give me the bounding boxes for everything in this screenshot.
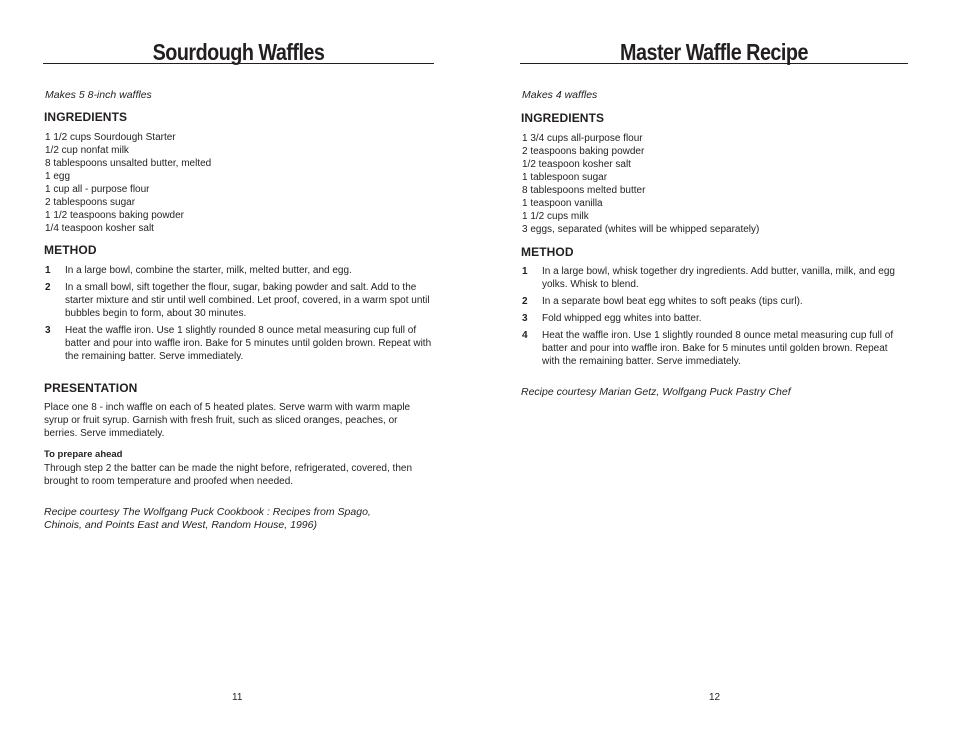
page-number: 11: [232, 692, 243, 703]
method-steps: [521, 265, 899, 372]
ingredient-item: 1 1/2 teaspoons baking powder: [45, 210, 184, 221]
recipe-credit-line: Chinois, and Points East and West, Random House, 1996): [44, 519, 317, 531]
prepare-ahead-heading: To prepare ahead: [44, 449, 123, 460]
step-number: 3: [522, 313, 528, 324]
ingredient-item: 1 1/2 cups milk: [522, 211, 589, 222]
prepare-ahead-text: Through step 2 the batter can be made the night before, refrigerated, covered, then brought to room temperature and proofed when needed.: [44, 463, 413, 487]
left-page: [44, 0, 434, 738]
presentation-heading: PRESENTATION: [44, 381, 138, 395]
step-text: Fold whipped egg whites into batter.: [542, 313, 702, 324]
ingredients-list: [522, 132, 759, 236]
method-step: [521, 329, 899, 368]
ingredients-list: [45, 131, 211, 235]
title-rule: [43, 63, 434, 64]
method-heading: METHOD: [521, 245, 574, 259]
page-title: Sourdough Waffles: [152, 39, 325, 65]
recipe-credit-line: Recipe courtesy The Wolfgang Puck Cookbook : Recipes from Spago,: [44, 506, 371, 518]
ingredient-item: 1 tablespoon sugar: [522, 172, 608, 183]
step-text: In a separate bowl beat egg whites to soft peaks (tips curl).: [542, 296, 803, 307]
method-step: [44, 264, 432, 277]
ingredient-item: 8 tablespoons unsalted butter, melted: [45, 158, 212, 169]
step-text: Heat the waffle iron. Use 1 slightly rounded 8 ounce metal measuring cup full of batter and pour into waffle iron. Bake for 5 minutes until golden brown. Repeat with the remaining batter. Serve immediately.: [542, 330, 894, 367]
yield-note: Makes 4 waffles: [522, 89, 598, 101]
method-step: [521, 265, 899, 291]
method-steps: [44, 264, 432, 367]
step-text: In a small bowl, sift together the flour, sugar, baking powder and salt. Add to the starter mixture and stir until well combined. Let proof, covered, in a warm spot until bubbles begin to form, about 30 minutes.: [65, 282, 430, 319]
step-text: In a large bowl, combine the starter, milk, melted butter, and egg.: [65, 265, 352, 276]
ingredient-item: 2 teaspoons baking powder: [522, 146, 645, 157]
ingredients-heading: INGREDIENTS: [521, 111, 605, 125]
ingredient-item: 1 egg: [45, 171, 71, 182]
yield-note: Makes 5 8-inch waffles: [45, 89, 152, 101]
ingredient-item: 1 1/2 cups Sourdough Starter: [45, 132, 176, 143]
recipe-credit: Recipe courtesy Marian Getz, Wolfgang Puck Pastry Chef: [521, 386, 791, 398]
ingredient-item: 2 tablespoons sugar: [45, 197, 136, 208]
method-step: [44, 324, 432, 363]
ingredient-item: 1/2 cup nonfat milk: [45, 145, 129, 156]
ingredient-item: 1/2 teaspoon kosher salt: [522, 159, 631, 170]
ingredients-heading: INGREDIENTS: [44, 110, 128, 124]
page-number: 12: [709, 692, 721, 703]
method-step: [44, 281, 432, 320]
ingredient-item: 1 3/4 cups all-purpose flour: [522, 133, 643, 144]
step-number: 4: [522, 330, 528, 341]
method-step: [521, 295, 899, 308]
ingredient-item: 1 cup all - purpose flour: [45, 184, 150, 195]
ingredient-item: 1 teaspoon vanilla: [522, 198, 603, 209]
page-title: Master Waffle Recipe: [620, 39, 808, 65]
method-step: [521, 312, 899, 325]
right-page: [521, 0, 908, 738]
ingredient-item: 1/4 teaspoon kosher salt: [45, 223, 154, 234]
ingredient-item: 8 tablespoons melted butter: [522, 185, 646, 196]
step-text: Heat the waffle iron. Use 1 slightly rounded 8 ounce metal measuring cup full of batter and pour into waffle iron. Bake for 5 minutes until golden brown. Repeat with the remaining batter. Serve immediately.: [65, 325, 432, 362]
title-rule: [520, 63, 908, 64]
step-text: In a large bowl, whisk together dry ingredients. Add butter, vanilla, milk, and egg yolks. Whisk to blend.: [542, 266, 895, 290]
method-heading: METHOD: [44, 243, 97, 257]
step-number: 2: [522, 296, 528, 307]
ingredient-item: 3 eggs, separated (whites will be whipped separately): [522, 224, 760, 235]
step-number: 3: [45, 325, 51, 336]
step-number: 1: [522, 266, 528, 277]
presentation-text: Place one 8 - inch waffle on each of 5 heated plates. Serve warm with warm maple syrup or fruit syrup. Garnish with fresh fruit, such as sliced oranges, peaches, or berries. Serve immediately.: [44, 402, 411, 439]
step-number: 2: [45, 282, 51, 293]
step-number: 1: [45, 265, 51, 276]
